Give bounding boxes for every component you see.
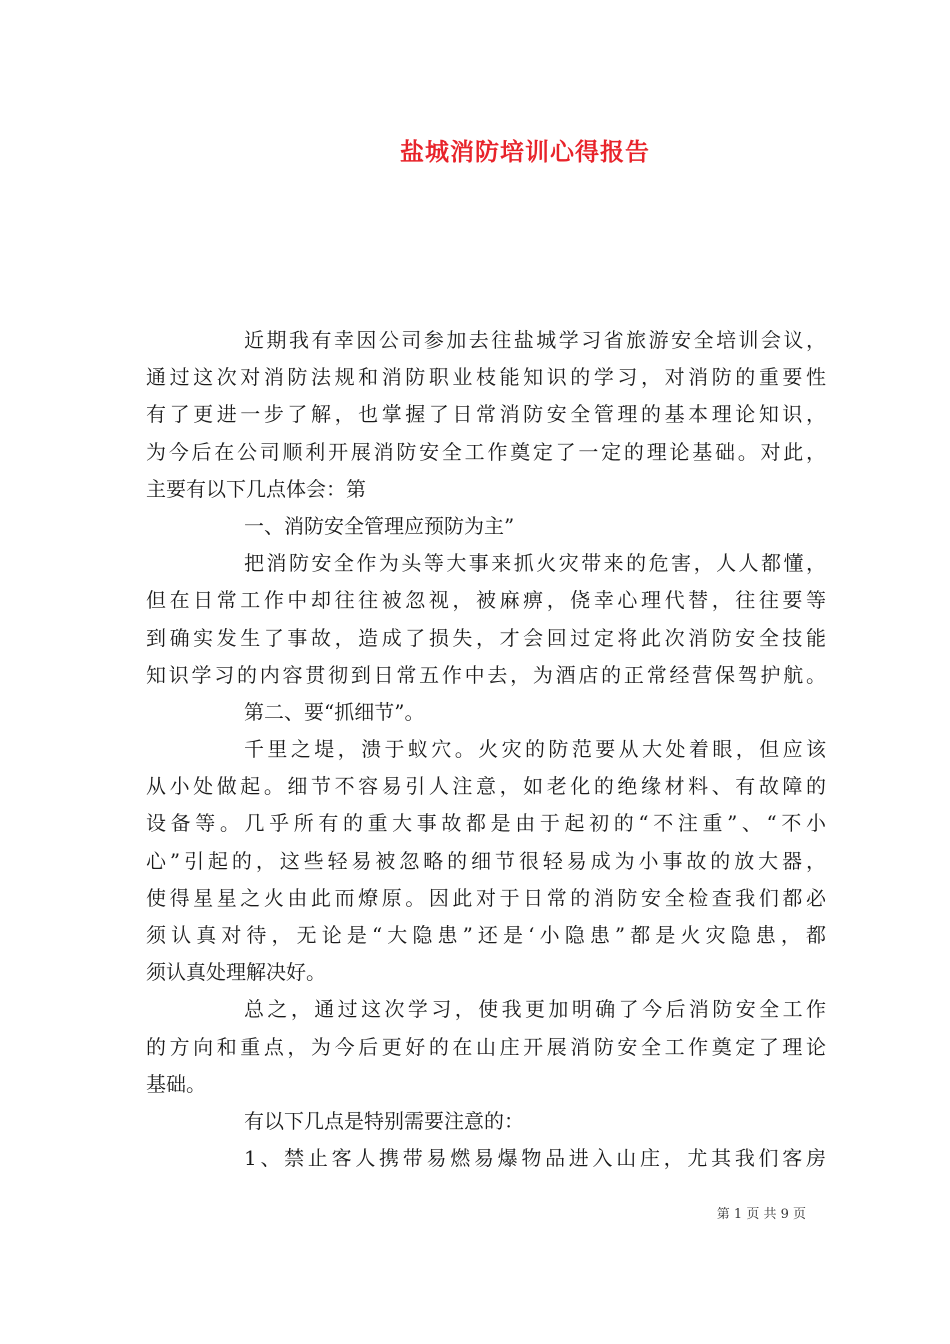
- text-line: 主要有以下几点体会：第: [146, 476, 366, 501]
- text-line: 知识学习的内容贯彻到日常五作中去，为酒店的正常经营保驾护航。: [146, 662, 826, 687]
- text-line: 为今后在公司顺利开展消防安全工作奠定了一定的理论基础。对此，: [146, 439, 826, 464]
- text-line: 通过这次对消防法规和消防职业枝能知识的学习，对消防的重要性: [146, 365, 826, 390]
- text-line: 但在日常工作中却往往被忽视，被麻痹，侥幸心理代替，往往要等: [146, 588, 826, 613]
- text-line: 基础。: [146, 1071, 206, 1096]
- page-footer: 第 1 页 共 9 页: [716, 1207, 806, 1222]
- document-body: [146, 322, 826, 1177]
- text-line: 近期我有幸因公司参加去往盐城学习省旅游安全培训会议，: [244, 328, 826, 352]
- text-line: 心”引起的，这些轻易被忽略的细节很轻易成为小事故的放大器，: [146, 848, 826, 873]
- text-line: 须认真处理解决好。: [146, 960, 326, 985]
- text-line: 第二、要“抓细节”。: [244, 699, 425, 724]
- text-line: 一、消防安全管理应预防为主”: [244, 513, 515, 538]
- text-line: 有以下几点是特别需要注意的：: [244, 1108, 524, 1133]
- text-line: 到确实发生了事故，造成了损失，才会回过定将此次消防安全技能: [146, 625, 826, 650]
- text-line: 须认真对待，无论是“大隐患”还是‘小隐患”都是火灾隐患，都: [146, 923, 826, 947]
- text-line: 从小处做起。细节不容易引人注意，如老化的绝缘材料、有故障的: [146, 774, 826, 799]
- text-line: 使得星星之火由此而燎原。因此对于日常的消防安全检查我们都必: [146, 885, 826, 910]
- text-line: 1、禁止客人携带易燃易爆物品进入山庄，尤其我们客房: [244, 1146, 826, 1171]
- text-line: 的方向和重点，为今后更好的在山庄开展消防安全工作奠定了理论: [146, 1034, 826, 1059]
- text-line: 把消防安全作为头等大事来抓火灾带来的危害，人人都懂，: [244, 551, 826, 576]
- text-line: 有了更进一步了解，也掌握了日常消防安全管理的基本理论知识，: [146, 402, 826, 427]
- text-line: 总之，通过这次学习，使我更加明确了今后消防安全工作: [244, 997, 826, 1022]
- document-title: 盐城消防培训心得报告: [400, 137, 650, 166]
- text-line: 千里之堤，溃于蚁穴。火灾的防范要从大处着眼，但应该: [244, 737, 826, 762]
- text-line: 设备等。几乎所有的重大事故都是由于起初的“不注重”、“不小: [146, 811, 826, 836]
